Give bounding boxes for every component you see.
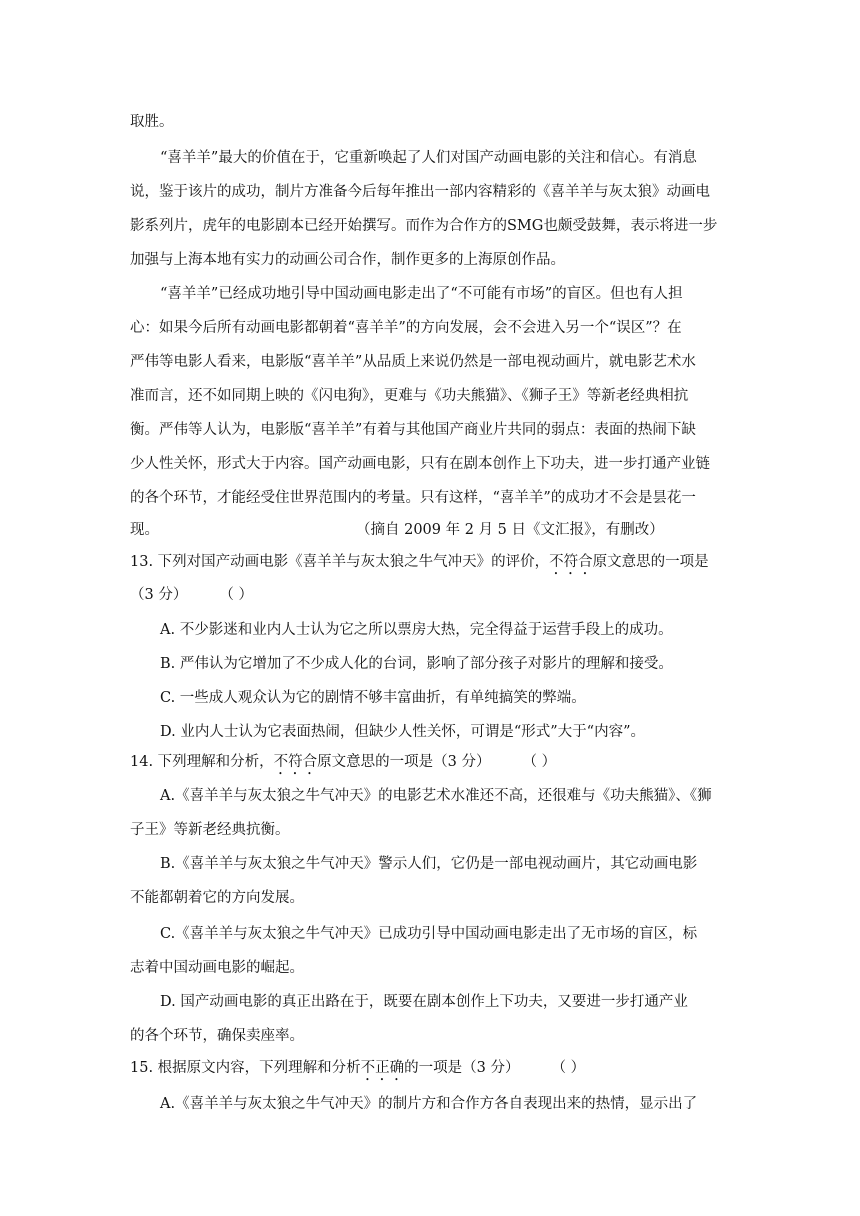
question-14-stem <box>130 752 556 778</box>
passage-line: “喜羊羊”已经成功地引导中国动画电影走出了“不可能有市场”的盲区。但也有人担 <box>160 286 683 302</box>
option-c-cont: 志着中国动画电影的崛起。 <box>130 960 304 976</box>
option-b: B.《喜羊羊与灰太狼之牛气冲天》警示人们，它仍是一部电视动画片，其它动画电影 <box>160 856 698 872</box>
question-text: 的一项是（3 分） <box>404 1060 520 1076</box>
option-b: B. 严伟认为它增加了不少成人化的台词，影响了部分孩子对影片的理解和接受。 <box>160 656 673 672</box>
option-c: C.《喜羊羊与灰太狼之牛气冲天》已成功引导中国动画电影走出了无市场的盲区，标 <box>160 926 698 942</box>
emphasis-text: 不符合 <box>273 754 318 770</box>
passage-line: 加强与上海本地有实力的动画公司合作，制作更多的上海原创作品。 <box>130 252 565 268</box>
question-15-stem <box>130 1058 585 1084</box>
passage-line: 的各个环节，才能经受住世界范围内的考量。只有这样，“喜羊羊”的成功才不会是昙花一 <box>130 490 696 506</box>
source-citation: （摘自 2009 年 2 月 5 日《文汇报》，有删改） <box>356 522 664 538</box>
score-label: （3 分） <box>130 587 188 603</box>
option-a: A.《喜羊羊与灰太狼之牛气冲天》的电影艺术水准还不高，还很难与《功夫熊猫》、《狮 <box>160 788 712 804</box>
passage-line: 准而言，还不如同期上映的《闪电狗》，更难与《功夫熊猫》、《狮子王》等新老经典相抗 <box>130 388 689 404</box>
passage-line: 取胜。 <box>130 114 174 130</box>
option-d: D. 业内人士认为它表面热闹，但缺少人性关怀，可谓是“形式”大于“内容”。 <box>160 724 645 740</box>
option-d: D. 国产动画电影的真正出路在于，既要在剧本创作上下功夫，又要进一步打通产业 <box>160 994 688 1010</box>
question-text: 原文意思的一项是 <box>592 554 709 570</box>
passage-line: “喜羊羊”最大的价值在于，它重新唤起了人们对国产动画电影的关注和信心。有消息 <box>160 150 697 166</box>
option-a: A.《喜羊羊与灰太狼之牛气冲天》的制片方和合作方各自表现出来的热情，显示出了 <box>160 1096 698 1112</box>
question-13-stem <box>130 552 709 578</box>
option-a-cont: 子王》等新老经典抗衡。 <box>130 822 290 838</box>
passage-line: 说，鉴于该片的成功，制片方准备今后每年推出一部内容精彩的《喜羊羊与灰太狼》动画电 <box>130 184 710 200</box>
answer-blank: （ ） <box>551 1060 586 1076</box>
passage-line: 现。 <box>130 522 159 538</box>
question-text: 原文意思的一项是（3 分） <box>317 754 491 770</box>
question-text: 15. 根据原文内容，下列理解和分析 <box>130 1060 361 1076</box>
option-c: C. 一些成人观众认为它的剧情不够丰富曲折，有单纯搞笑的弊端。 <box>160 690 586 706</box>
emphasis-text: 不正确 <box>360 1060 405 1076</box>
passage-line: 衡。严伟等人认为，电影版“喜羊羊”有着与其他国产商业片共同的弱点：表面的热闹下缺 <box>130 422 696 438</box>
option-a: A. 不少影迷和业内人士认为它之所以票房大热，完全得益于运营手段上的成功。 <box>160 622 673 638</box>
passage-line: 影系列片，虎年的电影剧本已经开始撰写。而作为合作方的SMG也颇受鼓舞，表示将进一步 <box>130 218 718 234</box>
question-text: 13. 下列对国产动画电影《喜羊羊与灰太狼之牛气冲天》的评价， <box>130 554 550 570</box>
passage-line: 心：如果今后所有动画电影都朝着“喜羊羊”的方向发展，会不会进入另一个“误区”？在 <box>130 320 682 336</box>
option-d-cont: 的各个环节，确保卖座率。 <box>130 1028 304 1044</box>
question-text: 14. 下列理解和分析， <box>130 754 274 770</box>
emphasis-text: 不符合 <box>549 554 593 570</box>
option-b-cont: 不能都朝着它的方向发展。 <box>130 890 304 906</box>
passage-line: 严伟等电影人看来，电影版“喜羊羊”从品质上来说仍然是一部电视动画片，就电影艺术水 <box>130 354 696 370</box>
answer-blank: （ ） <box>219 587 253 603</box>
answer-blank: （ ） <box>522 754 557 770</box>
question-13-score <box>130 585 253 605</box>
passage-line: 少人性关怀，形式大于内容。国产动画电影，只有在剧本创作上下功夫，进一步打通产业链 <box>130 456 710 472</box>
